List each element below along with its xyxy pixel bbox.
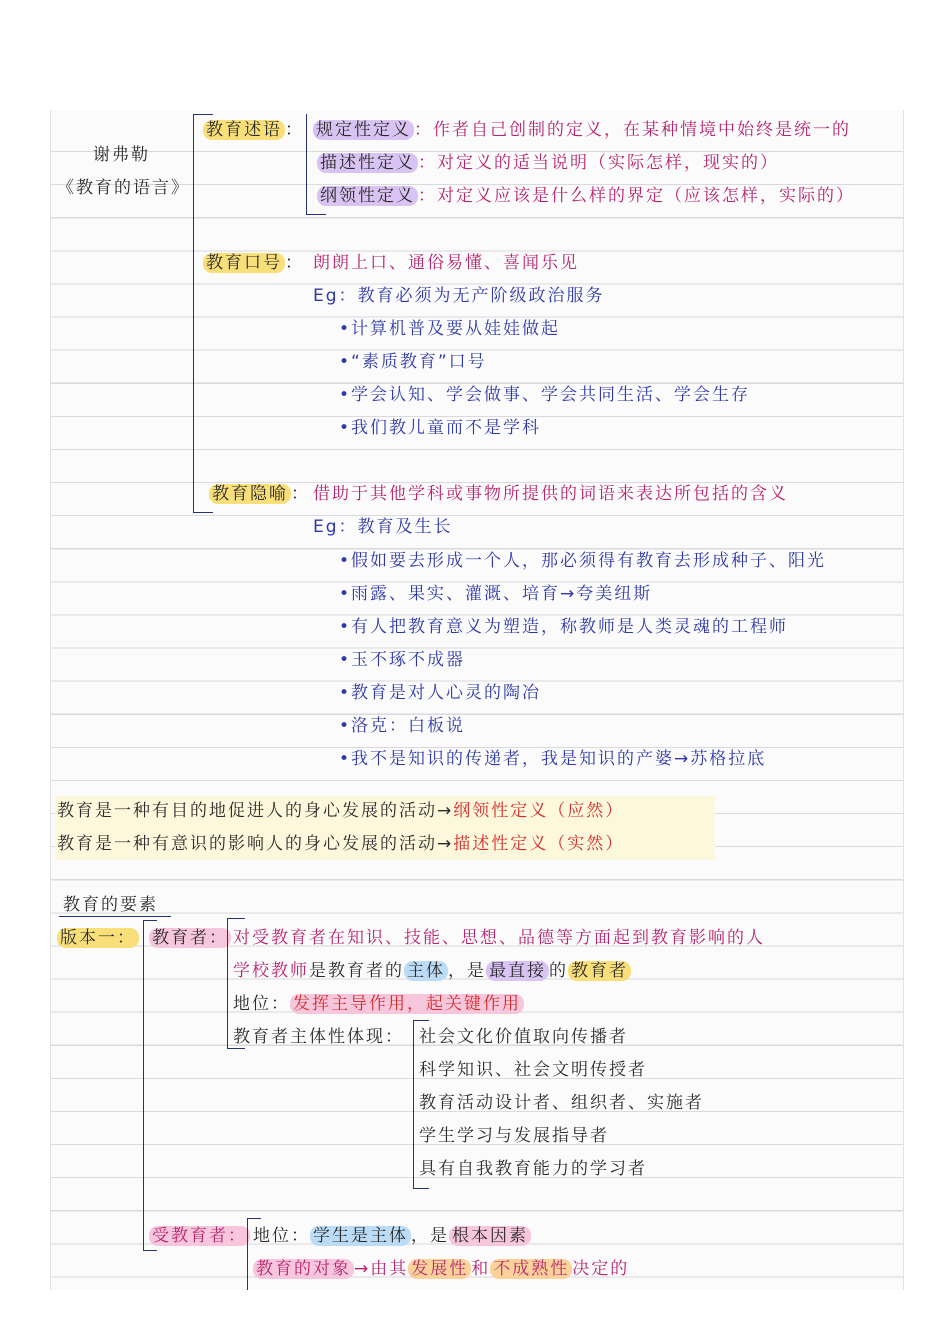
kouhao-label: 教育口号 ： (203, 252, 304, 274)
shuyu-item: 规定性定义 ：作者自己创制的定义，在某种情境中始终是统一的 (313, 119, 851, 141)
shuyu-item: 纲领性定义 ：对定义应该是什么样的界定（应该怎样，实际的） (317, 185, 855, 207)
yinyu-bullet: •洛克：白板说 (339, 716, 466, 736)
learner-status: 地位： 学生是主体 ，是 根本因素 (253, 1225, 531, 1247)
kouhao-bullet: •我们教儿童而不是学科 (339, 418, 542, 438)
educator-bracket-top (227, 918, 245, 919)
main-bracket-top (193, 114, 213, 115)
yinyu-bullet: •教育是对人心灵的陶冶 (339, 683, 542, 703)
learner-bracket (247, 1218, 248, 1290)
author: 谢弗勒 (93, 145, 150, 165)
kouhao-bullet: •“素质教育”口号 (339, 352, 487, 372)
summary-line: 教育是一种有目的地促进人的身心发展的活动→纲领性定义（应然） (57, 801, 625, 821)
shuyu-bracket-bottom (306, 214, 326, 215)
yinyu-bullet: •有人把教育意义为塑造，称教师是人类灵魂的工程师 (339, 617, 789, 637)
shuyu-bracket (306, 114, 307, 214)
educator-line2: 学校教师是教育者的 主体 ，是 最直接 的 教育者 (233, 960, 631, 982)
main-bracket-bottom (193, 512, 213, 513)
kouhao-eg: Eg：教育必须为无产阶级政治服务 (313, 286, 605, 306)
educator-bracket-bottom (227, 1048, 245, 1049)
educator-subject: 社会文化价值取向传播者 (419, 1027, 628, 1047)
subjects-bracket-bottom (413, 1188, 429, 1189)
educator-subject: 学生学习与发展指导者 (419, 1126, 609, 1146)
yinyu-bullet: •我不是知识的传递者，我是知识的产婆→苏格拉底 (339, 749, 767, 769)
book-title: 《教育的语言》 (57, 178, 190, 198)
educator-subject: 具有自我教育能力的学习者 (419, 1159, 647, 1179)
educator-def: 对受教育者在知识、技能、思想、品德等方面起到教育影响的人 (233, 928, 765, 948)
learner-object: 教育的对象 →由其 发展性 和 不成熟性 决定的 (253, 1258, 629, 1280)
kouhao-bullet: •学会认知、学会做事、学会共同生活、学会生存 (339, 385, 751, 405)
yaosu-title: 教育的要素 (63, 895, 158, 915)
version-label: 版本一： (57, 927, 139, 949)
yinyu-bullet: •玉不琢不成器 (339, 650, 466, 670)
learner-label: 受教育者： (149, 1225, 250, 1247)
main-bracket (193, 114, 194, 512)
educator-line3: 地位： 发挥主导作用，起关键作用 (233, 993, 524, 1015)
yinyu-desc: 借助于其他学科或事物所提供的词语来表达所包括的含义 (313, 484, 788, 504)
version-bracket (143, 920, 144, 1250)
yinyu-eg: Eg：教育及生长 (313, 517, 453, 537)
educator-label: 教育者： (149, 927, 231, 949)
educator-subject-label: 教育者主体性体现： (233, 1027, 404, 1047)
educator-subject: 科学知识、社会文明传授者 (419, 1060, 647, 1080)
yinyu-bullet: •假如要去形成一个人，那必须得有教育去形成种子、阳光 (339, 551, 827, 571)
notebook-page (50, 110, 904, 1290)
learner-bracket-top (247, 1218, 261, 1219)
educator-subject: 教育活动设计者、组织者、实施者 (419, 1093, 704, 1113)
yaosu-title-underline (59, 916, 171, 917)
version-bracket-top (143, 920, 157, 921)
subjects-bracket (413, 1020, 414, 1188)
yinyu-label: 教育隐喻 ： (209, 483, 310, 505)
kouhao-desc: 朗朗上口、通俗易懂、喜闻乐见 (313, 253, 579, 273)
version-bracket-bottom (143, 1250, 157, 1251)
yinyu-bullet: •雨露、果实、灌溉、培育→夸美纽斯 (339, 584, 653, 604)
kouhao-bullet: •计算机普及要从娃娃做起 (339, 319, 561, 339)
educator-bracket (227, 918, 228, 1048)
summary-line: 教育是一种有意识的影响人的身心发展的活动→描述性定义（实然） (57, 834, 625, 854)
shuyu-label: 教育述语 ： (203, 119, 304, 141)
subjects-bracket-top (413, 1020, 429, 1021)
shuyu-item: 描述性定义 ：对定义的适当说明（实际怎样，现实的） (317, 152, 779, 174)
